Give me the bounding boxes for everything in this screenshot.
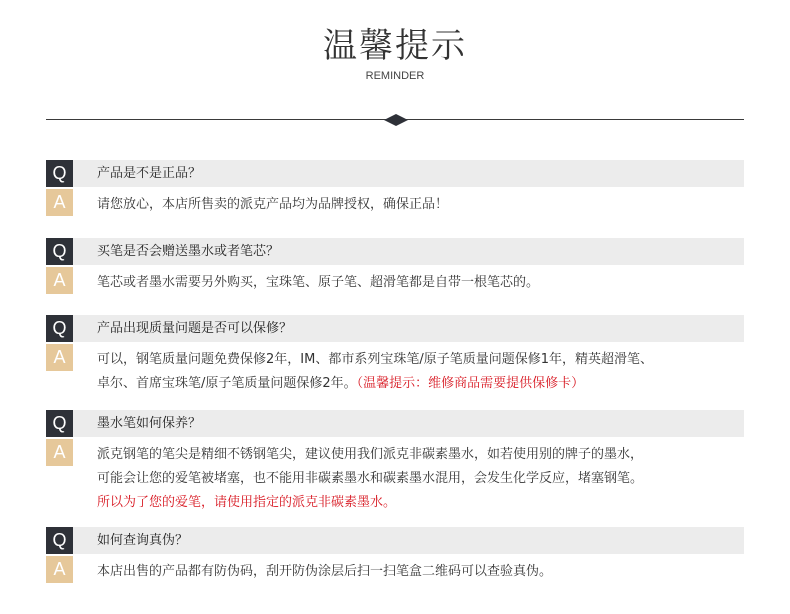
question-row [46, 410, 744, 437]
question-text: 产品出现质量问题是否可以保修？ [97, 321, 293, 336]
faq-item [46, 410, 744, 515]
answer-line: 请您放心，本店所售卖的派克产品均为品牌授权，确保正品！ [97, 197, 449, 212]
answer-badge-icon: A [46, 344, 73, 371]
faq-item [46, 160, 744, 217]
answer-text [97, 342, 742, 396]
answer-row [46, 554, 744, 584]
question-row [46, 238, 744, 265]
answer-text [97, 554, 742, 584]
question-row [46, 527, 744, 554]
question-badge-icon: Q [46, 238, 73, 265]
answer-line: 笔芯或者墨水需要另外购买，宝珠笔、原子笔、超滑笔都是自带一根笔芯的。 [97, 275, 540, 290]
answer-badge-icon: A [46, 189, 73, 216]
page-subtitle: REMINDER [365, 70, 425, 82]
question-text: 墨水笔如何保养？ [97, 416, 202, 431]
question-badge-icon: Q [46, 315, 73, 342]
answer-row [46, 437, 744, 515]
answer-row [46, 187, 744, 217]
answer-badge-icon: A [46, 267, 73, 294]
answer-line: 可以，钢笔质量问题免费保修2年，IM、都市系列宝珠笔/原子笔质量问题保修1年，精英超滑笔、 [97, 352, 653, 367]
answer-line: 派克钢笔的笔尖是精细不锈钢笔尖，建议使用我们派克非碳素墨水，如若使用别的牌子的墨水， [97, 447, 644, 462]
warranty-note: （温馨提示：维修商品需要提供保修卡） [356, 376, 585, 391]
answer-text [97, 187, 742, 217]
answer-line-text: 卓尔、首席宝珠笔/原子笔质量问题保修2年。 [97, 376, 357, 391]
diamond-ornament-icon [384, 114, 408, 126]
question-text: 买笔是否会赠送墨水或者笔芯？ [97, 244, 280, 259]
faq-item [46, 238, 744, 295]
answer-text [97, 437, 742, 515]
answer-row [46, 265, 744, 295]
faq-item [46, 315, 744, 396]
question-row [46, 160, 744, 187]
faq-item [46, 527, 744, 584]
question-text: 产品是不是正品？ [97, 166, 202, 181]
answer-text [97, 265, 742, 295]
answer-line [97, 372, 742, 396]
question-badge-icon: Q [46, 410, 73, 437]
reminder-header [0, 0, 790, 130]
question-badge-icon: Q [46, 160, 73, 187]
answer-badge-icon: A [46, 556, 73, 583]
answer-line: 可能会让您的爱笔被堵塞，也不能用非碳素墨水和碳素墨水混用，会发生化学反应，堵塞钢笔。 [97, 471, 644, 486]
question-badge-icon: Q [46, 527, 73, 554]
question-text: 如何查询真伪？ [97, 533, 189, 548]
answer-line: 本店出售的产品都有防伪码，刮开防伪涂层后扫一扫笔盒二维码可以查验真伪。 [97, 564, 553, 579]
question-row [46, 315, 744, 342]
ink-note: 所以为了您的爱笔，请使用指定的派克非碳素墨水。 [97, 495, 397, 510]
answer-badge-icon: A [46, 439, 73, 466]
answer-row [46, 342, 744, 396]
page-title: 温馨提示 [323, 26, 467, 66]
